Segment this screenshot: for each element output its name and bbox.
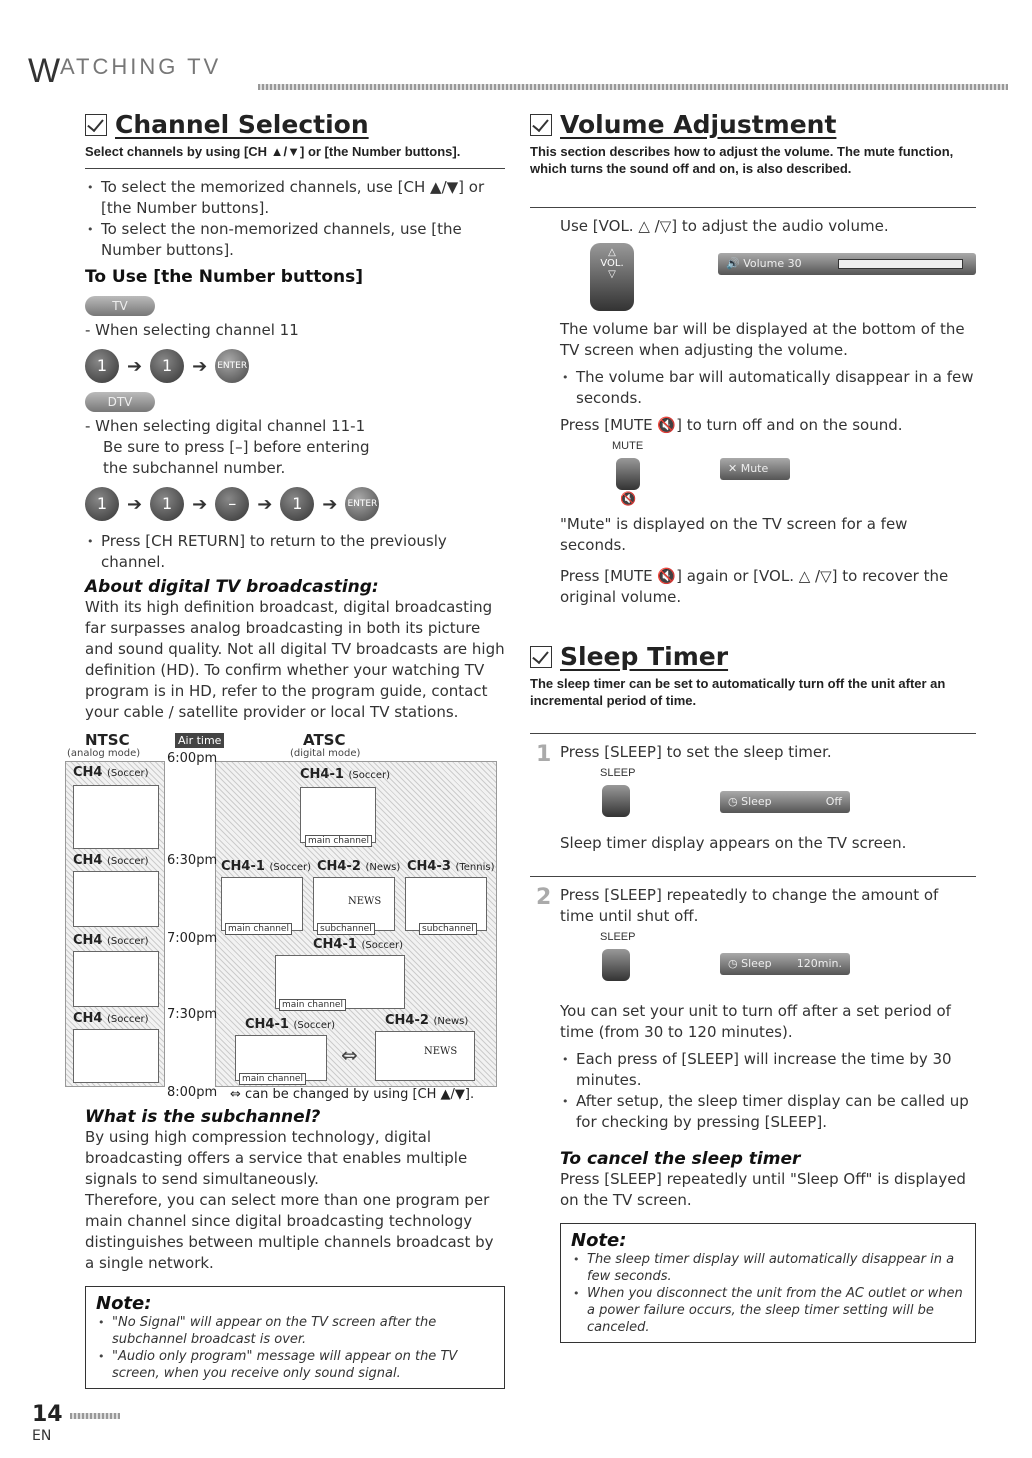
about-digital-text: With its high definition broadcast, digital broadcasting far surpasses analog broadcasting in both its picture and sound quality. Not all digital TV broadcasts are high definition (HD). To confirm whether your watching TV program is in HD, refer to the program guide, contact your cable / satellite provider or local TV stations.	[85, 598, 505, 721]
sleep-osd: ◷ Sleep Off	[720, 791, 850, 813]
subchannel-tag: subchannel	[419, 923, 477, 935]
digital-channel: CH4-2 (News)	[317, 859, 401, 874]
page-number-rule	[70, 1413, 120, 1419]
recover-text: Press [MUTE 🔇] again or [VOL. △ /▽] to recover the original volume.	[560, 567, 949, 606]
mute-osd: ✕ Mute	[720, 458, 790, 480]
time-label: 6:30pm	[167, 853, 218, 868]
mute-remote-button	[616, 458, 640, 490]
subchannel-heading: What is the subchannel?	[85, 1107, 321, 1127]
ntsc-sub: (analog mode)	[67, 748, 141, 759]
note-list	[571, 1251, 965, 1336]
airtime-badge: Air time	[175, 733, 224, 748]
dtv-text: - When selecting digital channel 11-1	[85, 417, 366, 435]
dtv-text: the subchannel number.	[103, 459, 286, 477]
digit-button: 1	[280, 487, 314, 521]
number-buttons-heading: To Use [the Number buttons]	[85, 267, 363, 287]
digit-button: 1	[150, 487, 184, 521]
volume-visual	[530, 243, 976, 319]
subchannel-text: By using high compression technology, digital broadcasting offers a service that enables multiple signals to send simultaneously.	[85, 1128, 468, 1188]
volume-text: The volume bar will be displayed at the bottom of the TV screen when adjusting the volume.	[560, 320, 965, 359]
step-number: 1	[536, 742, 552, 767]
analog-channel: CH4 (Soccer)	[73, 1011, 149, 1026]
arrow-right-icon: ➔	[127, 355, 143, 377]
channel-selection-subtitle: Select channels by using [CH ▲/▼] or [the Number buttons].	[85, 144, 461, 159]
divider	[530, 733, 976, 734]
check-icon	[85, 114, 107, 136]
time-label: 7:00pm	[167, 931, 218, 946]
sleep-remote-button	[602, 785, 630, 817]
page-number: 14	[32, 1402, 63, 1427]
soccer-picture	[73, 951, 159, 1007]
channel-diagram	[67, 731, 505, 1102]
sleep-osd: ◷ Sleep 120min.	[720, 953, 850, 975]
analog-channel: CH4 (Soccer)	[73, 933, 149, 948]
digital-channel: CH4-1 (Soccer)	[313, 937, 403, 952]
diagram-caption: ⇔ can be changed by using [CH ▲/▼].	[230, 1087, 475, 1102]
clock-icon: ◷	[728, 957, 738, 970]
sleep-step1	[530, 742, 976, 854]
ntsc-label: NTSC	[85, 731, 130, 749]
enter-button: ENTER	[215, 349, 249, 383]
time-label: 7:30pm	[167, 1007, 218, 1022]
sleep-caption: SLEEP	[600, 931, 636, 943]
right-column	[530, 110, 976, 1343]
left-column	[67, 110, 505, 1389]
list-item: • After setup, the sleep timer display can be called up for checking by pressing [SLEEP].	[560, 1091, 976, 1133]
cancel-text: Press [SLEEP] repeatedly until "Sleep Off" is displayed on the TV screen.	[560, 1170, 966, 1209]
soccer-picture	[73, 785, 159, 849]
volume-subtitle: This section describes how to adjust the volume. The mute function, which turns the sound off and on, is also described.	[530, 144, 954, 176]
list-item: • The volume bar will automatically disappear in a few seconds.	[560, 367, 976, 409]
digital-channel: CH4-1 (Soccer)	[300, 767, 390, 782]
main-channel-tag: main channel	[225, 923, 292, 935]
news-picture: NEWS	[375, 1031, 475, 1081]
dtv-sequence	[85, 487, 505, 521]
note-title: Note:	[571, 1230, 627, 1251]
analog-channel: CH4 (Soccer)	[73, 765, 149, 780]
arrow-right-icon: ➔	[257, 493, 273, 515]
sleep-visual	[560, 767, 976, 827]
note-title: Note:	[96, 1293, 152, 1314]
time-label: 6:00pm	[167, 751, 218, 766]
check-icon	[530, 646, 552, 668]
arrow-right-icon: ➔	[322, 493, 338, 515]
main-channel-tag: main channel	[305, 835, 372, 847]
sleep-subtitle: The sleep timer can be set to automatically turn off the unit after an incremental period of time.	[530, 676, 946, 708]
step-number: 2	[536, 885, 552, 910]
analog-channel: CH4 (Soccer)	[73, 853, 149, 868]
mute-visual	[560, 440, 976, 514]
swap-arrow-icon: ⇔	[341, 1043, 358, 1067]
vol-remote-button: △ VOL. ▽	[590, 243, 634, 311]
digit-button: 1	[85, 487, 119, 521]
tv-sequence	[85, 349, 505, 383]
sleep-caption: SLEEP	[600, 767, 636, 779]
arrow-right-icon: ➔	[192, 355, 208, 377]
sleep-bullets	[560, 1049, 976, 1133]
digital-channel: CH4-1 (Soccer)	[221, 859, 311, 874]
about-digital-heading: About digital TV broadcasting:	[85, 577, 379, 597]
list-item: • Each press of [SLEEP] will increase the time by 30 minutes.	[560, 1049, 976, 1091]
list-item: • The sleep timer display will automatically disappear in a few seconds.	[571, 1251, 965, 1285]
tv-text: - When selecting channel 11	[85, 321, 299, 339]
enter-button: ENTER	[345, 487, 379, 521]
note-box-right	[560, 1223, 976, 1343]
step-text: Press [SLEEP] to set the sleep timer.	[560, 743, 832, 761]
news-picture: NEWS	[313, 877, 395, 931]
speaker-icon: 🔊	[726, 257, 740, 270]
mute-press-text: Press [MUTE 🔇] to turn off and on the sound.	[560, 416, 903, 434]
channel-selection-title: Channel Selection	[85, 110, 505, 139]
list-item: • When you disconnect the unit from the AC outlet or when a power failure occurs, the sleep timer setting will be canceled.	[571, 1285, 965, 1336]
header-title: ATCHING TV	[60, 54, 222, 79]
volume-osd: 🔊 Volume 30	[718, 253, 976, 275]
divider	[530, 876, 976, 877]
digital-channel: CH4-3 (Tennis)	[407, 859, 495, 874]
note-box-left	[85, 1286, 505, 1389]
arrow-right-icon: ➔	[192, 493, 208, 515]
atsc-sub: (digital mode)	[290, 748, 361, 759]
soccer-picture	[73, 1029, 159, 1083]
return-bullets	[85, 531, 505, 573]
up-triangle-icon: △	[608, 247, 616, 258]
mute-icon: ✕	[728, 462, 738, 475]
down-triangle-icon: ▽	[608, 269, 616, 280]
sleep-appears-text: Sleep timer display appears on the TV screen.	[560, 834, 907, 852]
tv-pill: TV	[85, 296, 155, 316]
atsc-label: ATSC	[303, 731, 346, 749]
arrow-right-icon: ➔	[127, 493, 143, 515]
sleep-step2	[530, 885, 976, 1343]
volume-body	[530, 319, 976, 608]
divider	[85, 168, 505, 169]
sleep-text: You can set your unit to turn off after a set period of time (from 30 to 120 minutes).	[560, 1002, 951, 1041]
main-channel-tag: main channel	[279, 999, 346, 1011]
digit-button: 1	[150, 349, 184, 383]
volume-level-bar	[838, 259, 963, 269]
sleep-remote-button	[602, 949, 630, 981]
list-item: • To select the memorized channels, use [CH ▲/▼] or [the Number buttons].	[85, 177, 505, 219]
mute-caption: MUTE	[612, 440, 644, 452]
cancel-heading: To cancel the sleep timer	[560, 1149, 801, 1169]
dtv-text: Be sure to press [–] before entering	[103, 438, 370, 456]
volume-bullets	[560, 367, 976, 409]
tv-section	[85, 295, 505, 383]
main-channel-tag: main channel	[239, 1073, 306, 1085]
digit-button: 1	[85, 349, 119, 383]
channel-bullets	[85, 177, 505, 261]
volume-use-text: Use [VOL. △ /▽] to adjust the audio volume.	[560, 217, 889, 235]
note-list	[96, 1314, 494, 1382]
dtv-pill: DTV	[85, 392, 155, 412]
volume-title: Volume Adjustment	[530, 110, 976, 139]
divider	[530, 207, 976, 208]
header-initial: W	[28, 52, 60, 90]
subchannel-text: Therefore, you can select more than one program per main channel since digital broadcasting technology distinguishes between multiple channels broadcast by a single network.	[85, 1191, 494, 1272]
page-header	[28, 44, 1008, 94]
list-item: • Press [CH RETURN] to return to the previously channel.	[85, 531, 505, 573]
sleep-visual	[560, 931, 976, 995]
check-icon	[530, 114, 552, 136]
list-item: • To select the non-memorized channels, use [the Number buttons].	[85, 219, 505, 261]
list-item: • "No Signal" will appear on the TV screen after the subchannel broadcast is over.	[96, 1314, 494, 1348]
list-item: • "Audio only program" message will appear on the TV screen, when you receive only sound signal.	[96, 1348, 494, 1382]
step-text: Press [SLEEP] repeatedly to change the amount of time until shut off.	[560, 886, 939, 925]
mute-displayed-text: "Mute" is displayed on the TV screen for a few seconds.	[560, 515, 908, 554]
digital-channel: CH4-1 (Soccer)	[245, 1017, 335, 1032]
soccer-picture	[73, 871, 159, 927]
mute-icon: 🔇	[620, 492, 637, 507]
dash-button: –	[215, 487, 249, 521]
time-label: 8:00pm	[167, 1085, 218, 1100]
page-language: EN	[32, 1428, 52, 1444]
swap-arrow-icon: ⇔	[230, 1087, 241, 1102]
subchannel-tag: subchannel	[317, 923, 375, 935]
header-rule	[258, 84, 1008, 90]
sleep-title: Sleep Timer	[530, 642, 976, 671]
digital-channel: CH4-2 (News)	[385, 1013, 469, 1028]
dtv-section	[85, 391, 505, 521]
clock-icon: ◷	[728, 795, 738, 808]
